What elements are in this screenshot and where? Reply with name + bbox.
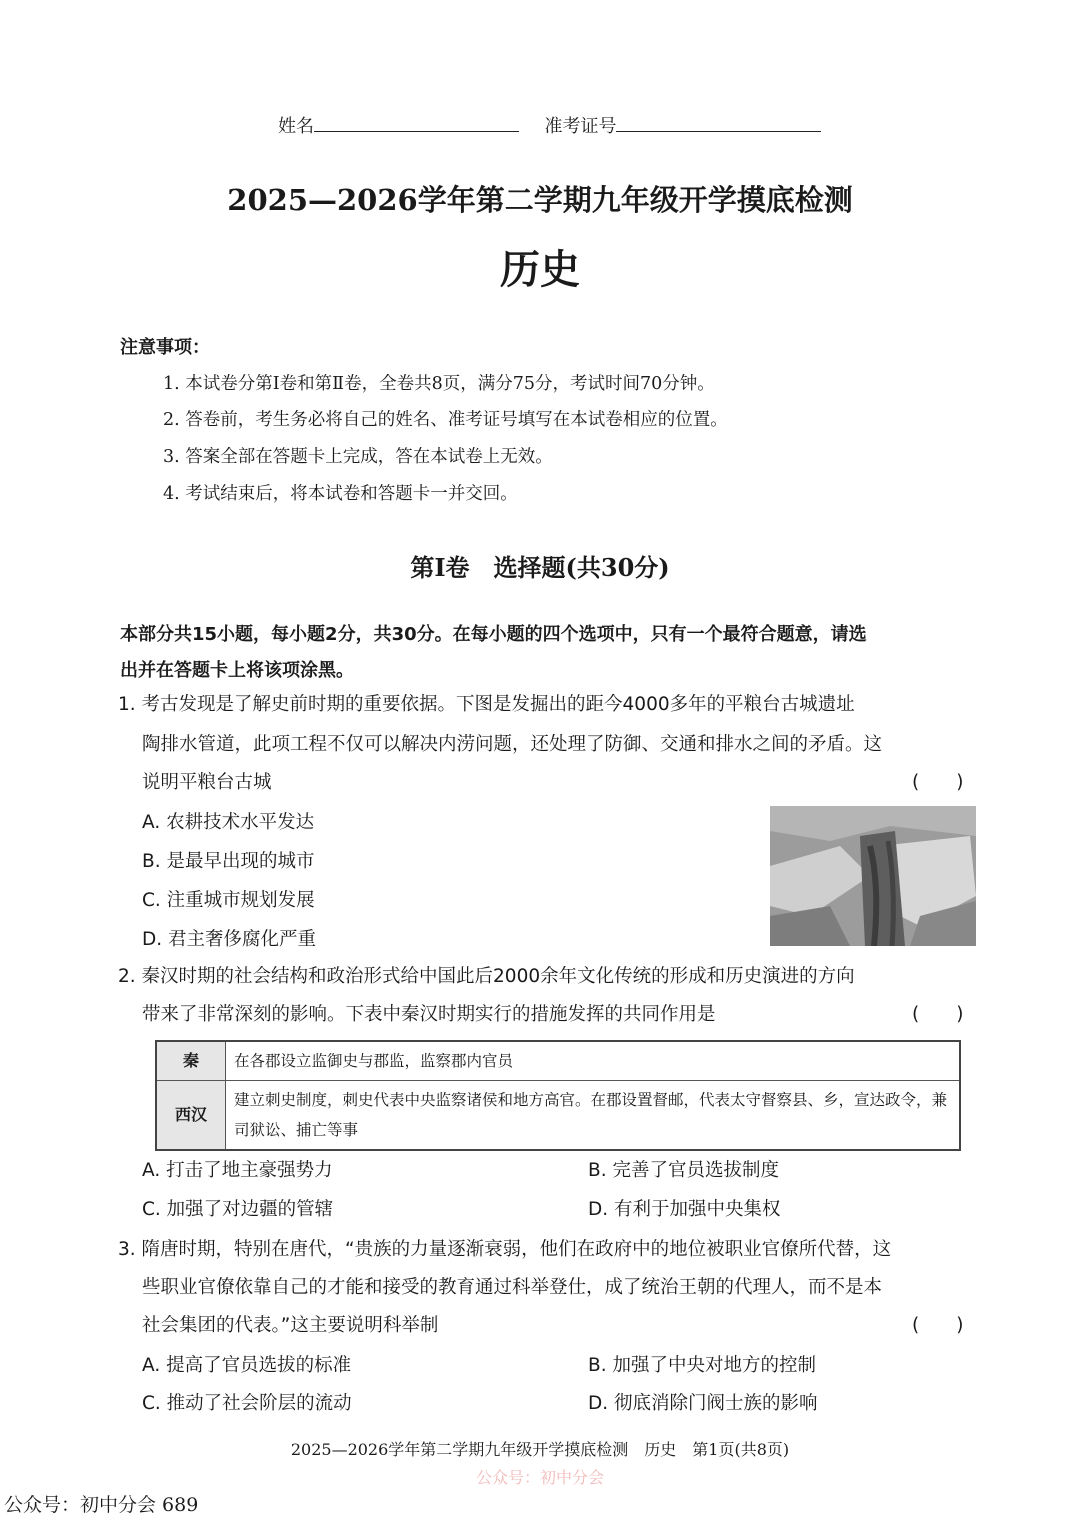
name-label: 姓名 [278,116,314,137]
q1-option-c: C. 注重城市规划发展 [142,890,315,911]
table-cell-measure: 建立刺史制度，刺史代表中央监察诸侯和地方高官。在郡设置督邮，代表太守督察县、乡，宣达政令，兼司狱讼、捕亡等事 [226,1081,961,1151]
notice-heading: 注意事项： [120,337,210,358]
notice-item: 2. 答卷前，考生务必将自己的姓名、准考证号填写在本试卷相应的位置。 [163,410,728,430]
exam-title: 2025—2026学年第二学期九年级开学摸底检测 [227,183,853,217]
notice-item: 1. 本试卷分第Ⅰ卷和第Ⅱ卷，全卷共8页，满分75分，考试时间70分钟。 [163,374,715,394]
q2-option-c: C. 加强了对边疆的管辖 [142,1199,334,1220]
q3-option-a: A. 提高了官员选拔的标准 [142,1355,352,1376]
notice-item: 3. 答案全部在答题卡上完成，答在本试卷上无效。 [163,447,553,467]
exam-header-fields [278,112,821,138]
table-cell-dynasty: 秦 [156,1041,226,1081]
section-heading: 第Ⅰ卷 选择题(共30分) [410,553,670,582]
question-1-text: 说明平粮台古城 [142,772,272,793]
table-row [156,1081,960,1151]
q3-option-c: C. 推动了社会阶层的流动 [142,1393,352,1414]
notice-item: 4. 考试结束后，将本试卷和答题卡一并交回。 [163,484,518,504]
q1-option-b: B. 是最早出现的城市 [142,851,315,872]
name-blank [314,113,519,132]
answer-bracket: ( ) [912,1004,964,1025]
question-3-text: 些职业官僚依靠自己的才能和接受的教育通过科举登仕，成了统治王朝的代理人，而不是本 [142,1277,883,1298]
excavation-photo-graphic [770,806,976,946]
section-intro-line: 出并在答题卡上将该项涂黑。 [120,660,354,681]
question-1-text: 1. 考古发现是了解史前时期的重要依据。下图是发掘出的距今4000多年的平粮台古城遗址 [118,694,855,715]
q2-option-b: B. 完善了官员选拔制度 [588,1160,779,1181]
question-3-text: 社会集团的代表。”这主要说明科举制 [142,1315,439,1336]
drainage-pipe-photo [770,806,976,946]
answer-bracket: ( ) [912,772,964,793]
q3-option-d: D. 彻底消除门阀士族的影响 [588,1393,818,1414]
question-2-text: 带来了非常深刻的影响。下表中秦汉时期实行的措施发挥的共同作用是 [142,1004,716,1025]
q1-option-a: A. 农耕技术水平发达 [142,812,315,833]
question-3-text: 3. 隋唐时期，特别在唐代，“贵族的力量逐渐衰弱，他们在政府中的地位被职业官僚所代替，这 [118,1239,892,1260]
source-label: 公众号：初中分会 689 [4,1494,199,1516]
id-blank [616,113,821,132]
q2-table [155,1040,961,1151]
question-2-text: 2. 秦汉时期的社会结构和政治形式给中国此后2000余年文化传统的形成和历史演进的方向 [118,966,855,987]
section-intro-line: 本部分共15小题，每小题2分，共30分。在每小题的四个选项中，只有一个最符合题意，请选 [120,624,867,645]
table-row [156,1041,960,1081]
page-footer: 2025—2026学年第二学期九年级开学摸底检测 历史 第1页(共8页) [290,1440,790,1459]
subject-title: 历史 [500,247,580,293]
table-cell-dynasty: 西汉 [156,1081,226,1151]
q2-option-d: D. 有利于加强中央集权 [588,1199,781,1220]
q2-option-a: A. 打击了地主豪强势力 [142,1160,333,1181]
watermark: 公众号：初中分会 [475,1468,604,1487]
q1-option-d: D. 君主奢侈腐化严重 [142,929,317,950]
table-cell-measure: 在各郡设立监御史与郡监，监察郡内官员 [226,1041,961,1081]
question-1-text: 陶排水管道，此项工程不仅可以解决内涝问题，还处理了防御、交通和排水之间的矛盾。这 [142,734,883,755]
id-label: 准考证号 [544,116,617,137]
q3-option-b: B. 加强了中央对地方的控制 [588,1355,816,1376]
answer-bracket: ( ) [912,1315,964,1336]
